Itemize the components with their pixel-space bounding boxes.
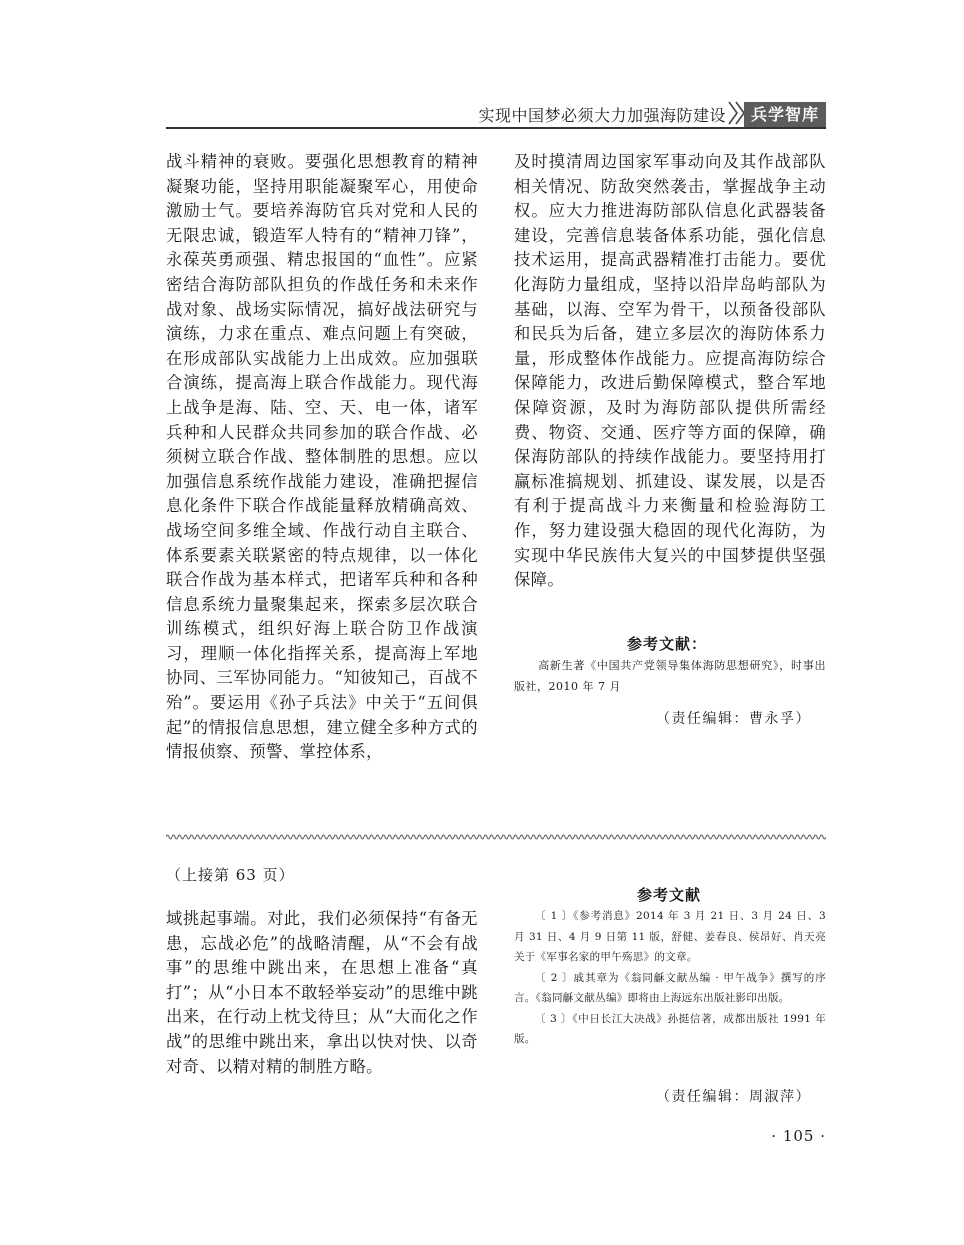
continuation-column [166,907,478,1079]
page-number: · 105 · [771,1127,826,1145]
running-header-title: 实现中国梦必须大力加强海防建设 [478,106,726,125]
article-paragraph: 战斗精神的衰败。要强化思想教育的精神凝聚功能，坚持用职能凝聚军心，用使命激励士气。要培养海防官兵对党和人民的无限忠诚，锻造军人特有的“精神刀锋”，永葆英勇顽强、精忠报国的“血性”。应紧密结合海防部队担负的作战任务和未来作战对象、战场实际情况，搞好战法研究与演练，力求在重点、难点问题上有突破，在形成部队实战能力上出成效。应加强联合演练，提高海上联合作战能力。现代海上战争是海、陆、空、天、电一体，诸军兵种和人民群众共同参加的联合作战、必须树立联合作战、整体制胜的思想。应以加强信息系统作战能力建设，准确把握信息化条件下联合作战能量释放精确高效、战场空间多维全域、作战行动自主联合、体系要素关联紧密的特点规律，以一体化联合作战为基本样式，把诸军兵种和各种信息系统力量聚集起来，探索多层次联合训练模式，组织好海上联合防卫作战演习，理顺一体化指挥关系，提高海上军地协同、三军协同能力。“知彼知己，百战不殆”。要运用《孙子兵法》中关于“五间俱起”的情报信息思想，建立健全多种方式的情报侦察、预警、掌控体系， [166,152,478,762]
reference-item: 〔 2 〕戚其章为《翁同龢文献丛编 · 甲午战争》撰写的序言。《翁同龢文献丛编》即将由上海远东出版社影印出版。 [514,971,826,1004]
continuation-editor-credit: （责任编辑：周淑萍） [656,1089,811,1105]
article-right-column [514,150,826,593]
continued-from-marker: （上接第 63 页） [166,866,295,884]
references-heading: 参考文献： [627,635,708,653]
continuation-paragraph: 域挑起事端。对此，我们必须保持“有备无患，忘战必危”的战略清醒，从“不会有战事”的思维中跳出来，在思想上准备“真打”；从“小日本不敢轻举妄动”的思维中跳出来，在行动上枕戈待旦；从“大而化之作战”的思维中跳出来，拿出以快对快、以奇对奇、以精对精的制胜方略。 [166,909,478,1076]
section-badge: 兵学智库 [744,102,826,128]
reference-item: 高新生著《中国共产党领导集体海防思想研究》，时事出版社，2010 年 7 月 [514,659,826,693]
section-divider [166,833,826,841]
reference-item: 〔 1 〕《参考消息》2014 年 3 月 21 日、3 月 24 日、3 月 31 日、4 月 9 日第 11 版，舒健、姜春良、侯昂好、肖天亮关于《军事名家的甲午殇思》的文章。 [514,910,826,963]
article-paragraph: 及时摸清周边国家军事动向及其作战部队相关情况、防敌突然袭击，掌握战争主动权。应大力推进海防部队信息化武器装备建设，完善信息装备体系功能，强化信息技术运用，提高武器精准打击能力。要优化海防力量组成，坚持以沿岸岛屿部队为基础，以海、空军为骨干，以预备役部队和民兵为后备，建立多层次的海防体系力量，形成整体作战能力。应提高海防综合保障能力，改进后勤保障模式，整合军地保障资源，及时为海防部队提供所需经费、物资、交通、医疗等方面的保障，确保海防部队的持续作战能力。要坚持用打赢标准搞规划、抓建设、谋发展，以是否有利于提高战斗力来衡量和检验海防工作，努力建设强大稳固的现代化海防，为实现中华民族伟大复兴的中国梦提供坚强保障。 [514,152,826,590]
continuation-references-heading: 参考文献 [637,886,702,904]
continuation-references-list [514,906,826,1050]
reference-item: 〔 3 〕《中日长江大决战》孙挺信著，成都出版社 1991 年版。 [514,1012,826,1045]
article-left-column [166,150,478,765]
header-rule [166,127,826,129]
editor-credit: （责任编辑：曹永孚） [656,711,811,727]
